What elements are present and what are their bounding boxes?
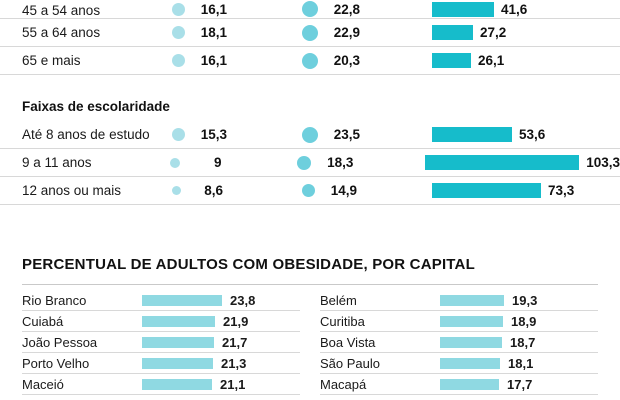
table-row bbox=[0, 149, 620, 177]
capital-bar bbox=[142, 316, 215, 327]
cell-series-3 bbox=[425, 149, 620, 176]
list-item bbox=[22, 374, 300, 395]
bar-group bbox=[142, 356, 300, 371]
list-item bbox=[320, 353, 598, 374]
table-row bbox=[0, 121, 620, 149]
bar-group bbox=[425, 155, 620, 170]
value-series-3: 53,6 bbox=[519, 127, 546, 142]
cell-series-3 bbox=[432, 47, 620, 74]
cell-series-3 bbox=[432, 177, 620, 204]
capital-value: 21,3 bbox=[221, 355, 247, 371]
circle-marker-icon bbox=[172, 3, 185, 16]
capital-name: Macapá bbox=[320, 376, 367, 392]
cell-series-2 bbox=[302, 19, 432, 46]
bar-group bbox=[142, 335, 300, 350]
cell-series-2 bbox=[302, 177, 432, 204]
value-series-1: 16,1 bbox=[200, 53, 227, 68]
circle-marker-icon bbox=[297, 156, 311, 170]
bar-group bbox=[440, 314, 598, 329]
bar-group bbox=[432, 127, 545, 142]
value-series-3: 26,1 bbox=[478, 53, 505, 68]
capital-bar bbox=[440, 316, 503, 327]
circle-marker-icon bbox=[302, 53, 318, 69]
cell-series-3 bbox=[432, 121, 620, 148]
circle-marker-icon bbox=[302, 25, 318, 41]
row-label: 55 a 64 anos bbox=[22, 25, 101, 40]
row-label: 12 anos ou mais bbox=[22, 183, 122, 198]
value-series-2: 22,9 bbox=[333, 25, 360, 40]
capital-bar bbox=[142, 379, 212, 390]
circle-marker-icon bbox=[302, 127, 318, 143]
row-label: 65 e mais bbox=[22, 53, 81, 68]
bar-group bbox=[440, 335, 598, 350]
cell-series-2 bbox=[302, 0, 432, 18]
capital-value: 21,7 bbox=[222, 334, 248, 350]
cell-series-1 bbox=[172, 121, 302, 148]
bar-group bbox=[440, 377, 598, 392]
bar-group bbox=[432, 2, 527, 17]
value-series-3: 103,3 bbox=[586, 155, 620, 170]
value-series-1: 8,6 bbox=[204, 183, 223, 198]
capital-name: João Pessoa bbox=[22, 334, 98, 350]
capital-bar bbox=[142, 295, 222, 306]
capital-bar bbox=[440, 295, 504, 306]
cell-series-2 bbox=[297, 149, 425, 176]
table-row bbox=[0, 47, 620, 75]
bar-group bbox=[440, 293, 598, 308]
capital-value: 18,1 bbox=[508, 355, 534, 371]
bar-series-3 bbox=[432, 183, 541, 198]
value-series-1: 15,3 bbox=[200, 127, 227, 142]
cell-series-3 bbox=[432, 19, 620, 46]
table-row bbox=[0, 19, 620, 47]
capital-name: Cuiabá bbox=[22, 313, 64, 329]
capital-bar bbox=[440, 337, 502, 348]
capital-value: 21,1 bbox=[220, 376, 246, 392]
capital-value: 18,9 bbox=[511, 313, 537, 329]
table-row bbox=[0, 177, 620, 205]
value-series-2: 23,5 bbox=[333, 127, 360, 142]
cell-series-1 bbox=[172, 0, 302, 18]
cell-series-2 bbox=[302, 121, 432, 148]
education-rows-table bbox=[0, 121, 620, 205]
circle-marker-icon bbox=[172, 26, 185, 39]
capital-value: 19,3 bbox=[512, 292, 538, 308]
bar-series-3 bbox=[432, 127, 512, 142]
value-series-2: 18,3 bbox=[327, 155, 354, 170]
cell-series-1 bbox=[172, 177, 302, 204]
list-item bbox=[22, 353, 300, 374]
row-label: Até 8 anos de estudo bbox=[22, 127, 150, 142]
cell-series-1 bbox=[170, 149, 298, 176]
cell-series-3 bbox=[432, 0, 620, 18]
bar-group bbox=[142, 314, 300, 329]
value-series-1: 9 bbox=[214, 155, 222, 170]
capital-name: Porto Velho bbox=[22, 355, 90, 371]
bar-series-3 bbox=[432, 53, 471, 68]
bar-group bbox=[432, 25, 506, 40]
bar-group bbox=[432, 183, 574, 198]
list-item bbox=[320, 332, 598, 353]
value-series-1: 16,1 bbox=[200, 1, 227, 17]
circle-marker-icon bbox=[172, 186, 181, 195]
capitals-right-column bbox=[320, 290, 598, 395]
capital-value: 18,7 bbox=[510, 334, 536, 350]
education-section-title: Faixas de escolaridade bbox=[22, 99, 170, 114]
circle-marker-icon bbox=[302, 184, 315, 197]
circle-marker-icon bbox=[170, 158, 180, 168]
bar-group bbox=[142, 293, 300, 308]
capital-value: 21,9 bbox=[223, 313, 249, 329]
value-series-2: 14,9 bbox=[330, 183, 357, 198]
capital-name: Maceió bbox=[22, 376, 64, 392]
circle-marker-icon bbox=[172, 128, 185, 141]
bar-series-3 bbox=[425, 155, 579, 170]
capital-value: 23,8 bbox=[230, 292, 256, 308]
table-row bbox=[0, 0, 620, 19]
value-series-2: 20,3 bbox=[333, 53, 360, 68]
row-label: 45 a 54 anos bbox=[22, 3, 101, 18]
value-series-1: 18,1 bbox=[200, 25, 227, 40]
bar-group bbox=[440, 356, 598, 371]
capital-name: São Paulo bbox=[320, 355, 380, 371]
circle-marker-icon bbox=[172, 54, 185, 67]
bar-group bbox=[142, 377, 300, 392]
capital-bar bbox=[440, 379, 499, 390]
capital-bar bbox=[142, 337, 214, 348]
value-series-3: 27,2 bbox=[480, 25, 507, 40]
cell-series-1 bbox=[172, 47, 302, 74]
cell-series-1 bbox=[172, 19, 302, 46]
capital-bar bbox=[142, 358, 213, 369]
section-divider bbox=[22, 284, 598, 285]
value-series-3: 73,3 bbox=[548, 183, 575, 198]
bar-series-3 bbox=[432, 25, 473, 40]
capital-name: Rio Branco bbox=[22, 292, 87, 308]
list-item bbox=[320, 374, 598, 395]
cell-series-2 bbox=[302, 47, 432, 74]
list-item bbox=[320, 311, 598, 332]
list-item bbox=[22, 332, 300, 353]
capitals-left-column bbox=[22, 290, 300, 395]
list-item bbox=[320, 290, 598, 311]
capital-name: Boa Vista bbox=[320, 334, 376, 350]
value-series-3: 41,6 bbox=[501, 1, 528, 17]
capital-name: Belém bbox=[320, 292, 357, 308]
value-series-2: 22,8 bbox=[333, 1, 360, 17]
row-label: 9 a 11 anos bbox=[22, 155, 92, 170]
bar-series-3 bbox=[432, 2, 494, 17]
circle-marker-icon bbox=[302, 1, 318, 17]
capital-value: 17,7 bbox=[507, 376, 533, 392]
capitals-section-title: PERCENTUAL DE ADULTOS COM OBESIDADE, POR CAPITAL bbox=[22, 256, 475, 273]
bar-group bbox=[432, 53, 504, 68]
list-item bbox=[22, 290, 300, 311]
capital-name: Curitiba bbox=[320, 313, 365, 329]
capital-bar bbox=[440, 358, 500, 369]
list-item bbox=[22, 311, 300, 332]
age-rows-table bbox=[0, 0, 620, 75]
